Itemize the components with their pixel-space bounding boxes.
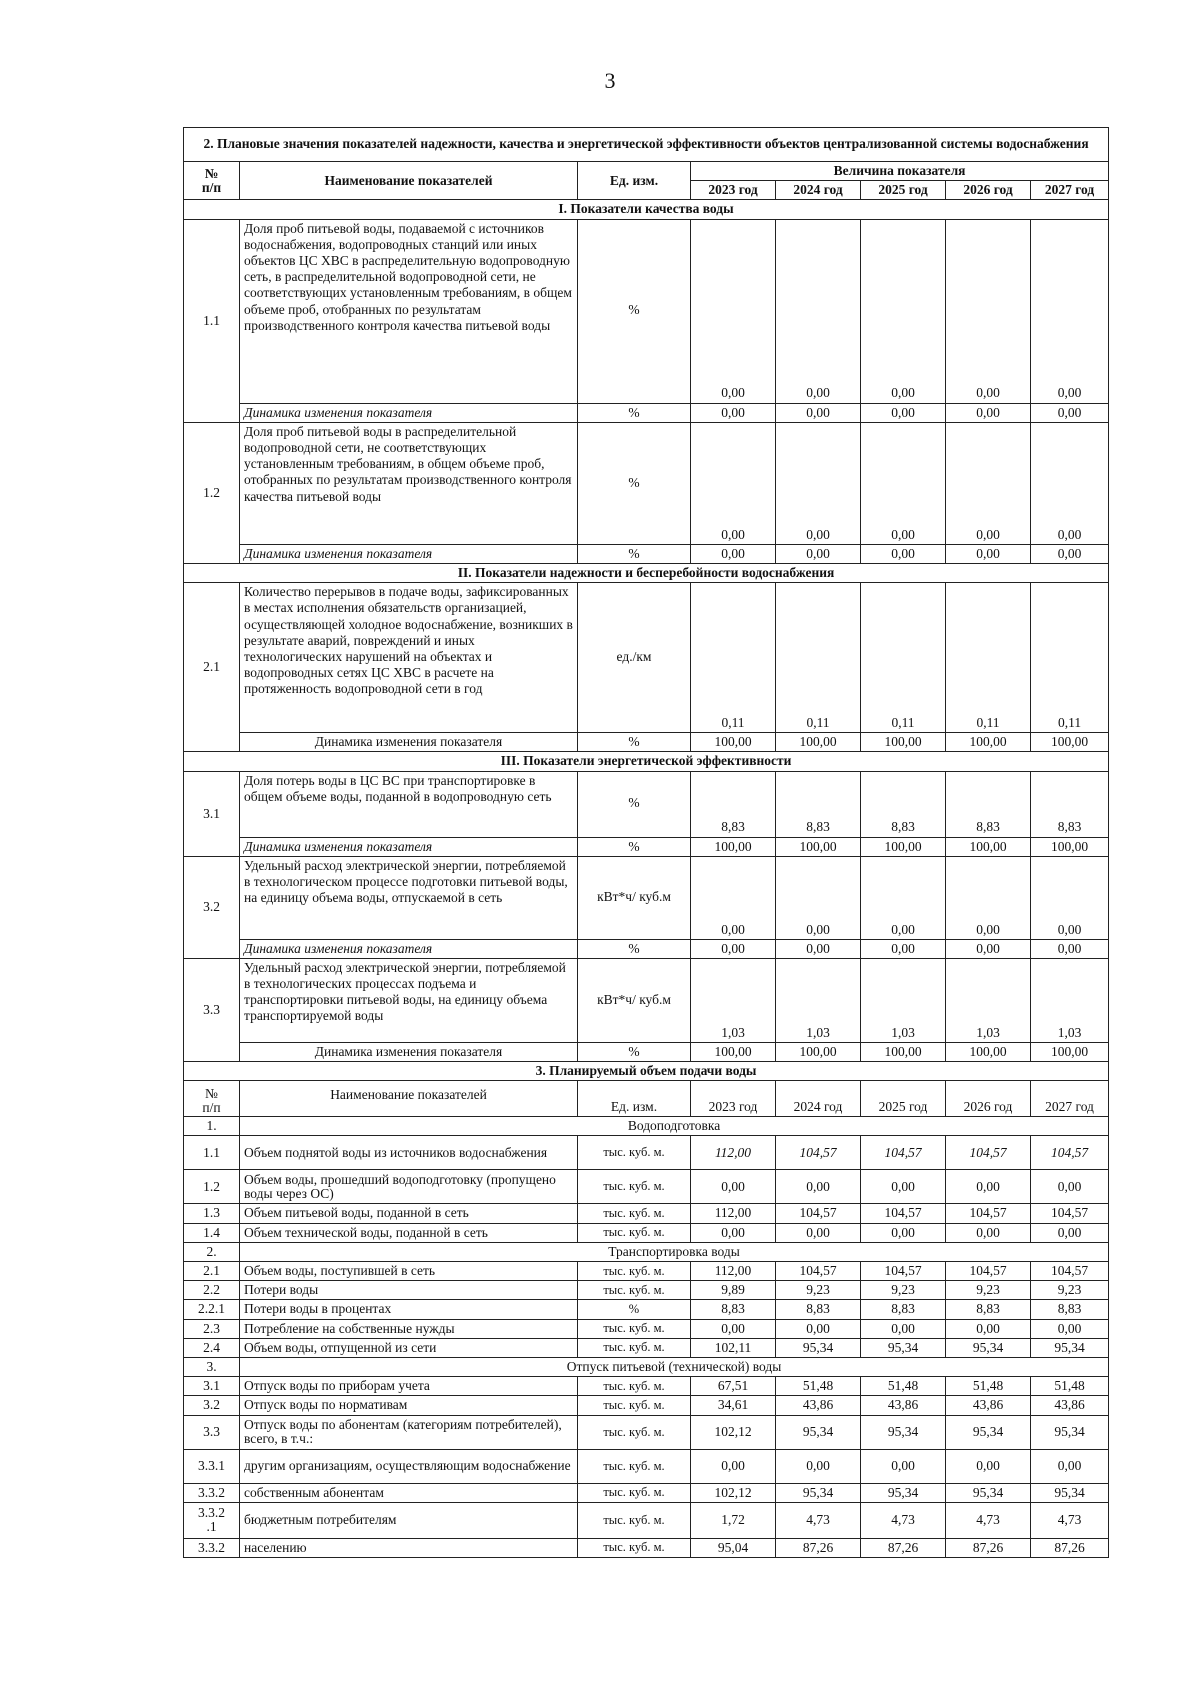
dynamics-value: 100,00 [691,733,776,752]
header-year: 2026 год [946,181,1031,200]
header-year: 2027 год [1031,181,1109,200]
table-row [184,422,1109,544]
row-unit: тыс. куб. м. [578,1338,691,1357]
table-row [184,771,1109,837]
row-unit: тыс. куб. м. [578,1538,691,1557]
row-name: Отпуск воды по приборам учета [240,1377,578,1396]
item-value: 0,00 [861,856,946,939]
row-value: 4,73 [861,1502,946,1538]
dynamics-value: 0,00 [776,403,861,422]
row-name: бюджетным потребителям [240,1502,578,1538]
item-value: 0,00 [776,219,861,403]
item-value: 0,00 [776,422,861,544]
item-number: 3.1 [184,771,240,856]
row-unit: тыс. куб. м. [578,1319,691,1338]
row-name: Потери воды в процентах [240,1300,578,1319]
header-year: 2025 год [861,1081,946,1117]
item-unit: кВт*ч/ куб.м [578,856,691,939]
row-unit: тыс. куб. м. [578,1449,691,1483]
row-value: 0,00 [1031,1319,1109,1338]
row-number: 3.1 [184,1377,240,1396]
dynamics-value: 0,00 [861,939,946,958]
row-value: 104,57 [1031,1204,1109,1223]
row-value: 0,00 [776,1223,861,1242]
item-value: 0,11 [861,583,946,733]
section-2-title: 2. Плановые значения показателей надежности, качества и энергетической эффективности объектов централизованной системы водоснабжения [184,128,1109,162]
item-description: Доля проб питьевой воды, подаваемой с источников водоснабжения, водопроводных станций или иных объектов ЦС ХВС в распределительную водопроводную сеть, в распределительной водопроводной сети, не соответствующих установленным требованиям, в общем объеме проб, отобранных по результатам производственного контроля качества питьевой воды [240,219,578,403]
table-row [184,1449,1109,1483]
item-description: Удельный расход электрической энергии, потребляемой в технологическом процессе подготовки питьевой воды, на единицу объема воды, отпускаемой в сеть [240,856,578,939]
dynamics-label: Динамика изменения показателя [240,733,578,752]
item-value: 8,83 [691,771,776,837]
row-value: 51,48 [861,1377,946,1396]
item-value: 1,03 [691,958,776,1042]
row-value: 87,26 [776,1538,861,1557]
item-number: 3.3 [184,958,240,1061]
dynamics-value: 0,00 [946,403,1031,422]
page-number: 3 [604,68,616,93]
table-row [184,1502,1109,1538]
row-value: 67,51 [691,1377,776,1396]
item-value: 8,83 [776,771,861,837]
row-value: 4,73 [1031,1502,1109,1538]
group-title: Отпуск питьевой (технической) воды [240,1357,1109,1376]
row-value: 104,57 [946,1262,1031,1281]
row-unit: тыс. куб. м. [578,1262,691,1281]
header-year: 2026 год [946,1081,1031,1117]
item-number: 2.1 [184,583,240,752]
dynamics-value: 100,00 [861,1042,946,1061]
group-title: Транспортировка воды [240,1242,1109,1261]
row-value: 95,34 [776,1338,861,1357]
row-value: 95,34 [1031,1415,1109,1449]
row-value: 0,00 [691,1319,776,1338]
row-number: 1.4 [184,1223,240,1242]
item-description: Доля потерь воды в ЦС ВС при транспортировке в общем объеме воды, поданной в водопроводную сеть [240,771,578,837]
row-value: 102,11 [691,1338,776,1357]
row-value: 104,57 [861,1136,946,1170]
header-year: 2023 год [691,1081,776,1117]
row-value: 102,12 [691,1483,776,1502]
row-name: Потери воды [240,1281,578,1300]
header-name: Наименование показателей [240,162,578,200]
row-value: 112,00 [691,1204,776,1223]
row-value: 95,34 [861,1338,946,1357]
item-value: 1,03 [776,958,861,1042]
item-unit: % [578,422,691,544]
row-unit: тыс. куб. м. [578,1170,691,1204]
table-row [184,958,1109,1042]
row-value: 112,00 [691,1136,776,1170]
dynamics-value: 0,00 [861,403,946,422]
table-row [184,1223,1109,1242]
row-number: 3.3.1 [184,1449,240,1483]
row-value: 0,00 [946,1170,1031,1204]
row-value: 4,73 [946,1502,1031,1538]
row-value: 43,86 [776,1396,861,1415]
dynamics-value: 0,00 [776,939,861,958]
row-name: собственным абонентам [240,1483,578,1502]
table-row [184,1357,1109,1376]
row-value: 95,04 [691,1538,776,1557]
row-number: 1.2 [184,1170,240,1204]
indicators-table [183,127,1109,1558]
table-row [184,1081,1109,1117]
row-unit: тыс. куб. м. [578,1377,691,1396]
table-row [184,1415,1109,1449]
item-number: 1.1 [184,219,240,422]
row-value: 51,48 [776,1377,861,1396]
header-year: 2024 год [776,181,861,200]
table-row [184,1377,1109,1396]
row-value: 9,89 [691,1281,776,1300]
row-unit: тыс. куб. м. [578,1223,691,1242]
row-value: 43,86 [946,1396,1031,1415]
table-row [184,733,1109,752]
dynamics-value: 100,00 [861,733,946,752]
header-num: № п/п [184,162,240,200]
row-value: 0,00 [1031,1223,1109,1242]
row-value: 87,26 [946,1538,1031,1557]
dynamics-label: Динамика изменения показателя [240,544,578,563]
block-title: I. Показатели качества воды [184,200,1109,219]
row-value: 102,12 [691,1415,776,1449]
row-value: 8,83 [691,1300,776,1319]
table-row [184,1483,1109,1502]
row-number: 1.3 [184,1204,240,1223]
dynamics-label: Динамика изменения показателя [240,837,578,856]
dynamics-value: 0,00 [691,403,776,422]
dynamics-unit: % [578,1042,691,1061]
header-year: 2025 год [861,181,946,200]
row-unit: тыс. куб. м. [578,1483,691,1502]
item-description: Удельный расход электрической энергии, потребляемой в технологических процессах подъема и транспортировки питьевой воды, на единицу объема транспортируемой воды [240,958,578,1042]
row-name: Объем поднятой воды из источников водоснабжения [240,1136,578,1170]
block-title: III. Показатели энергетической эффективности [184,752,1109,771]
row-value: 8,83 [946,1300,1031,1319]
item-value: 0,00 [1031,219,1109,403]
row-value: 104,57 [1031,1136,1109,1170]
row-value: 95,34 [1031,1338,1109,1357]
row-value: 87,26 [1031,1538,1109,1557]
row-value: 0,00 [946,1223,1031,1242]
row-value: 95,34 [1031,1483,1109,1502]
header-year: 2024 год [776,1081,861,1117]
row-value: 0,00 [861,1170,946,1204]
group-number: 2. [184,1242,240,1261]
row-value: 0,00 [776,1170,861,1204]
row-name: Отпуск воды по абонентам (категориям потребителей), всего, в т.ч.: [240,1415,578,1449]
row-value: 0,00 [861,1449,946,1483]
row-value: 104,57 [776,1204,861,1223]
row-name: Объем воды, прошедший водоподготовку (пропущено воды через ОС) [240,1170,578,1204]
table-row [184,1319,1109,1338]
row-number: 3.2 [184,1396,240,1415]
header-unit: Ед. изм. [578,1081,691,1117]
dynamics-value: 0,00 [861,544,946,563]
item-value: 0,00 [691,422,776,544]
table-row [184,200,1109,219]
row-value: 4,73 [776,1502,861,1538]
row-value: 9,23 [946,1281,1031,1300]
dynamics-value: 0,00 [946,939,1031,958]
table-row [184,544,1109,563]
table-row [184,1338,1109,1357]
row-value: 104,57 [776,1136,861,1170]
header-name: Наименование показателей [240,1081,578,1117]
row-name: Объем питьевой воды, поданной в сеть [240,1204,578,1223]
table-row [184,1538,1109,1557]
dynamics-value: 0,00 [691,544,776,563]
row-name: населению [240,1538,578,1557]
row-value: 104,57 [1031,1262,1109,1281]
row-unit: тыс. куб. м. [578,1136,691,1170]
dynamics-value: 100,00 [776,1042,861,1061]
row-value: 0,00 [946,1319,1031,1338]
table-row [184,1170,1109,1204]
item-value: 0,11 [776,583,861,733]
row-value: 0,00 [861,1319,946,1338]
row-value: 8,83 [776,1300,861,1319]
row-value: 104,57 [946,1204,1031,1223]
header-value: Величина показателя [691,162,1109,181]
row-value: 95,34 [861,1483,946,1502]
dynamics-value: 100,00 [691,837,776,856]
row-number: 2.2.1 [184,1300,240,1319]
dynamics-value: 100,00 [691,1042,776,1061]
row-value: 43,86 [1031,1396,1109,1415]
dynamics-value: 100,00 [776,837,861,856]
item-description: Доля проб питьевой воды в распределительной водопроводной сети, не соответствующих установленным требованиям, в общем объеме проб, отобранных по результатам производственного контроля качества питьевой воды [240,422,578,544]
row-name: Объем воды, отпущенной из сети [240,1338,578,1357]
dynamics-value: 100,00 [776,733,861,752]
item-value: 0,00 [946,219,1031,403]
dynamics-label: Динамика изменения показателя [240,1042,578,1061]
item-value: 1,03 [861,958,946,1042]
table-row [184,1281,1109,1300]
dynamics-value: 100,00 [946,1042,1031,1061]
table-row [184,1117,1109,1136]
item-value: 0,11 [946,583,1031,733]
row-unit: % [578,1300,691,1319]
dynamics-value: 0,00 [1031,403,1109,422]
dynamics-value: 0,00 [946,544,1031,563]
row-value: 104,57 [946,1136,1031,1170]
dynamics-label: Динамика изменения показателя [240,939,578,958]
row-value: 43,86 [861,1396,946,1415]
row-value: 0,00 [691,1449,776,1483]
dynamics-value: 100,00 [861,837,946,856]
row-value: 95,34 [776,1483,861,1502]
row-value: 8,83 [861,1300,946,1319]
table-row [184,583,1109,733]
item-value: 0,00 [1031,856,1109,939]
row-name: Отпуск воды по нормативам [240,1396,578,1415]
row-unit: тыс. куб. м. [578,1502,691,1538]
dynamics-value: 0,00 [691,939,776,958]
item-value: 8,83 [861,771,946,837]
table-row [184,128,1109,162]
dynamics-unit: % [578,544,691,563]
section-3-title: 3. Планируемый объем подачи воды [184,1062,1109,1081]
header-year: 2027 год [1031,1081,1109,1117]
row-number: 2.4 [184,1338,240,1357]
row-name: Потребление на собственные нужды [240,1319,578,1338]
group-number: 3. [184,1357,240,1376]
dynamics-value: 0,00 [1031,939,1109,958]
row-value: 0,00 [861,1223,946,1242]
row-value: 8,83 [1031,1300,1109,1319]
table-row [184,1062,1109,1081]
dynamics-value: 100,00 [1031,837,1109,856]
dynamics-unit: % [578,733,691,752]
row-name: другим организациям, осуществляющим водоснабжение [240,1449,578,1483]
row-value: 9,23 [861,1281,946,1300]
dynamics-value: 100,00 [1031,1042,1109,1061]
row-value: 87,26 [861,1538,946,1557]
dynamics-unit: % [578,939,691,958]
dynamics-value: 0,00 [1031,544,1109,563]
table-row [184,1300,1109,1319]
item-value: 0,00 [1031,422,1109,544]
row-value: 9,23 [1031,1281,1109,1300]
row-value: 95,34 [776,1415,861,1449]
row-value: 0,00 [776,1449,861,1483]
row-name: Объем воды, поступившей в сеть [240,1262,578,1281]
dynamics-value: 100,00 [1031,733,1109,752]
table-row [184,1204,1109,1223]
item-number: 3.2 [184,856,240,958]
row-name: Объем технической воды, поданной в сеть [240,1223,578,1242]
table-row [184,219,1109,403]
row-value: 0,00 [946,1449,1031,1483]
item-value: 0,00 [861,422,946,544]
table-row [184,752,1109,771]
row-value: 9,23 [776,1281,861,1300]
table-row [184,837,1109,856]
row-value: 1,72 [691,1502,776,1538]
header-num: № п/п [184,1081,240,1117]
dynamics-unit: % [578,403,691,422]
item-value: 0,11 [691,583,776,733]
table-row [184,1396,1109,1415]
item-unit: % [578,219,691,403]
row-number: 2.3 [184,1319,240,1338]
group-title: Водоподготовка [240,1117,1109,1136]
row-number: 2.1 [184,1262,240,1281]
item-value: 1,03 [1031,958,1109,1042]
table-row [184,939,1109,958]
row-number: 3.3.2 .1 [184,1502,240,1538]
row-number: 3.3.2 [184,1483,240,1502]
header-year: 2023 год [691,181,776,200]
table-row [184,403,1109,422]
row-value: 95,34 [946,1415,1031,1449]
item-value: 8,83 [946,771,1031,837]
row-value: 95,34 [946,1483,1031,1502]
header-unit: Ед. изм. [578,162,691,200]
table-row [184,162,1109,181]
row-value: 51,48 [1031,1377,1109,1396]
table-row [184,1042,1109,1061]
item-unit: ед./км [578,583,691,733]
row-value: 0,00 [691,1170,776,1204]
row-value: 112,00 [691,1262,776,1281]
block-title: II. Показатели надежности и бесперебойности водоснабжения [184,563,1109,582]
dynamics-unit: % [578,837,691,856]
table-row [184,563,1109,582]
row-unit: тыс. куб. м. [578,1396,691,1415]
dynamics-value: 100,00 [946,837,1031,856]
row-unit: тыс. куб. м. [578,1204,691,1223]
item-value: 8,83 [1031,771,1109,837]
dynamics-value: 100,00 [946,733,1031,752]
row-value: 51,48 [946,1377,1031,1396]
item-value: 0,00 [946,422,1031,544]
row-value: 104,57 [776,1262,861,1281]
item-unit: % [578,771,691,837]
row-number: 2.2 [184,1281,240,1300]
row-value: 0,00 [776,1319,861,1338]
row-value: 0,00 [1031,1170,1109,1204]
table-row [184,1262,1109,1281]
row-value: 0,00 [691,1223,776,1242]
group-number: 1. [184,1117,240,1136]
item-number: 1.2 [184,422,240,563]
row-value: 104,57 [861,1204,946,1223]
row-value: 95,34 [861,1415,946,1449]
table-row [184,1136,1109,1170]
row-number: 1.1 [184,1136,240,1170]
row-number: 3.3.2 [184,1538,240,1557]
row-unit: тыс. куб. м. [578,1415,691,1449]
item-value: 0,00 [691,219,776,403]
row-value: 95,34 [946,1338,1031,1357]
table-row [184,1242,1109,1261]
table-row [184,856,1109,939]
row-number: 3.3 [184,1415,240,1449]
dynamics-value: 0,00 [776,544,861,563]
item-value: 0,00 [776,856,861,939]
item-description: Количество перерывов в подаче воды, зафиксированных в местах исполнения обязательств организацией, осуществляющей холодное водоснабжение, возникших в результате аварий, повреждений и иных технологических нарушений на объектах и водопроводных сетях ЦС ХВС в расчете на протяженность водопроводной сети в год [240,583,578,733]
item-value: 0,00 [861,219,946,403]
dynamics-label: Динамика изменения показателя [240,403,578,422]
row-value: 0,00 [1031,1449,1109,1483]
item-value: 1,03 [946,958,1031,1042]
item-value: 0,00 [691,856,776,939]
row-value: 34,61 [691,1396,776,1415]
item-value: 0,00 [946,856,1031,939]
row-unit: тыс. куб. м. [578,1281,691,1300]
row-value: 104,57 [861,1262,946,1281]
item-value: 0,11 [1031,583,1109,733]
item-unit: кВт*ч/ куб.м [578,958,691,1042]
